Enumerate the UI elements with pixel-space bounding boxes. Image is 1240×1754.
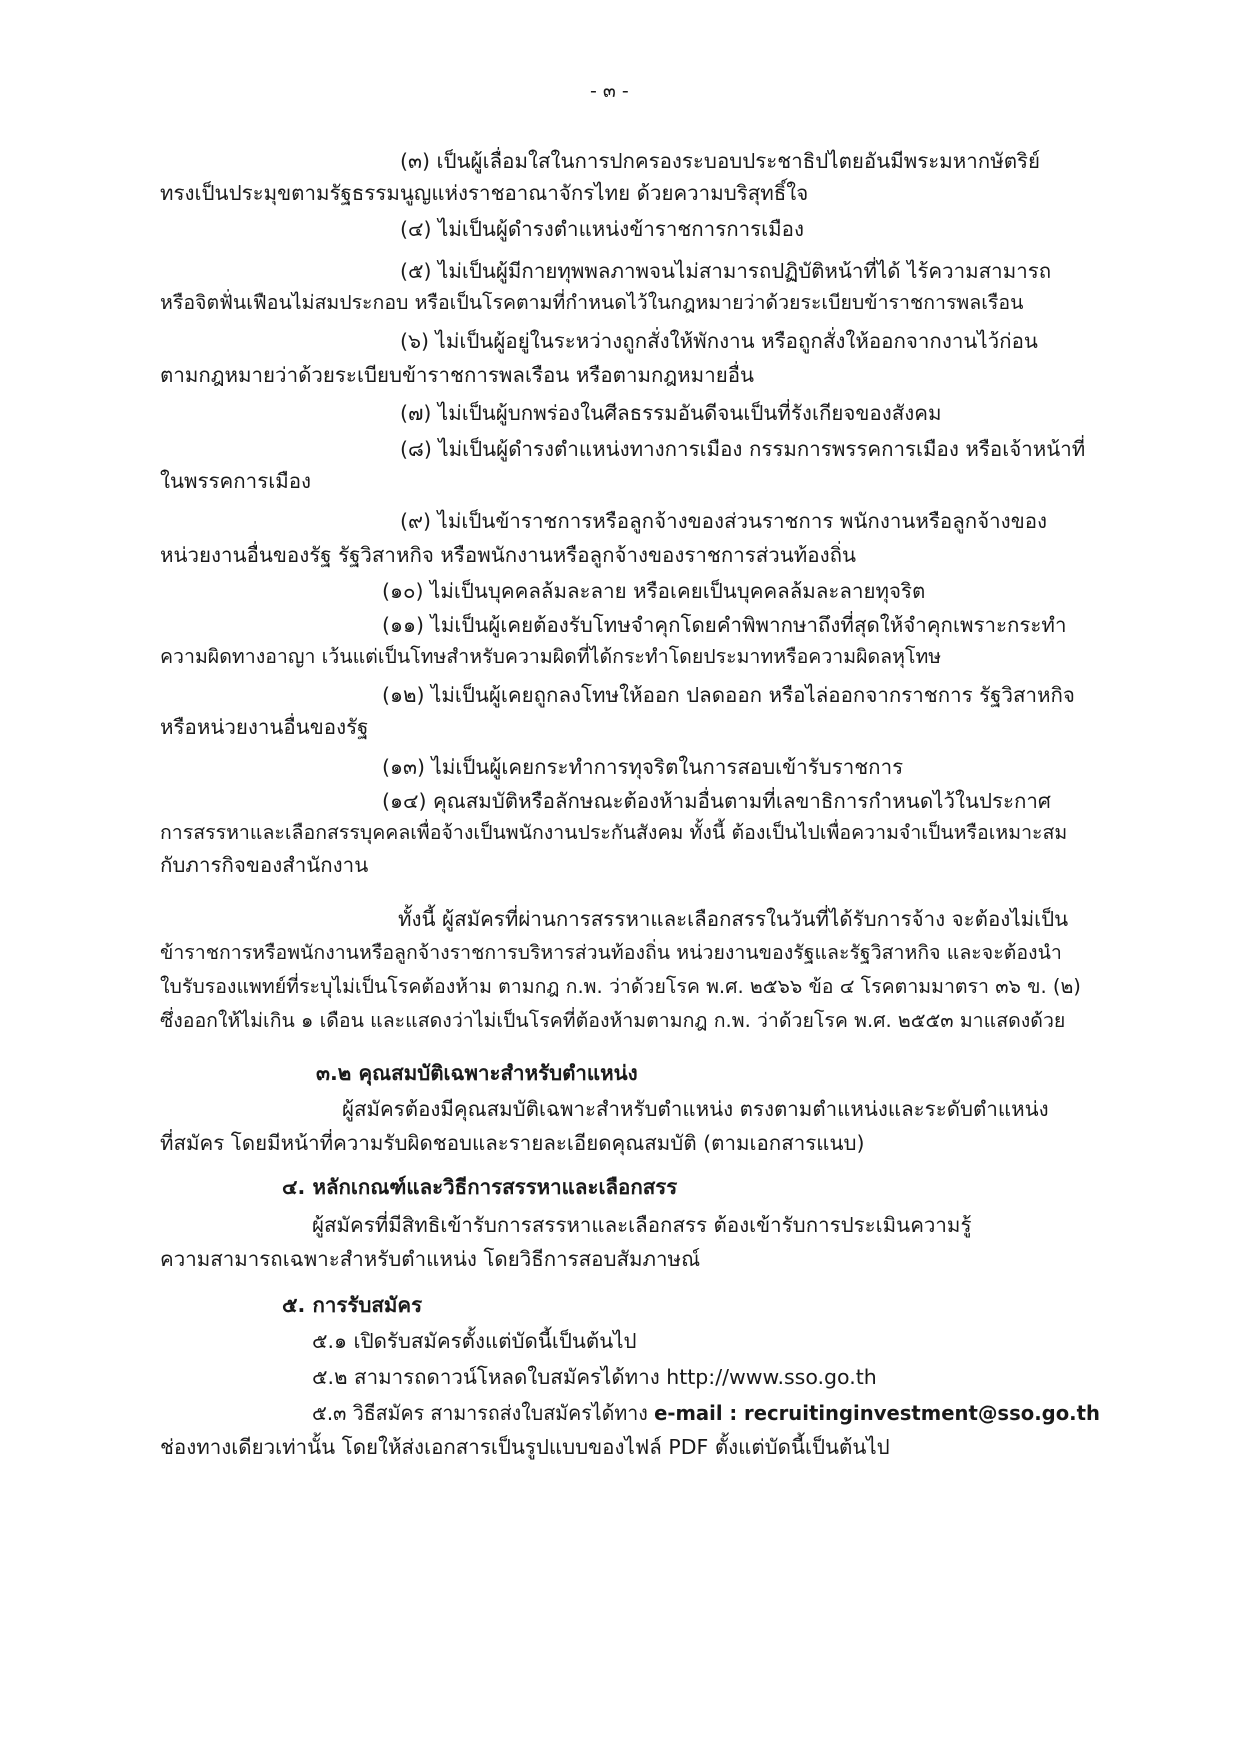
qualification-item-9-line-2: หน่วยงานอื่นของรัฐ รัฐวิสาหกิจ หรือพนักงานหรือลูกจ้างของราชการส่วนท้องถิ่น bbox=[160, 543, 857, 567]
section-3-2-line-1: ผู้สมัครต้องมีคุณสมบัติเฉพาะสำหรับตำแหน่ง ตรงตามตำแหน่งและระดับตำแหน่ง bbox=[342, 1097, 1049, 1121]
note-line-1: ทั้งนี้ ผู้สมัครที่ผ่านการสรรหาและเลือกสรรในวันที่ได้รับการจ้าง จะต้องไม่เป็น bbox=[398, 907, 1069, 931]
qualification-item-11-line-2: ความผิดทางอาญา เว้นแต่เป็นโทษสำหรับความผิดที่ได้กระทำโดยประมาทหรือความผิดลหุโทษ bbox=[160, 645, 942, 668]
section-5-item-3-text: ๕.๓ วิธีสมัคร สามารถส่งใบสมัครได้ทาง bbox=[312, 1401, 648, 1425]
qualification-item-11-line-1: (๑๑) ไม่เป็นผู้เคยต้องรับโทษจำคุกโดยคำพิพากษาถึงที่สุดให้จำคุกเพราะกระทำ bbox=[382, 613, 1067, 637]
qualification-item-5-line-2: หรือจิตฟั่นเฟือนไม่สมประกอบ หรือเป็นโรคตามที่กำหนดไว้ในกฎหมายว่าด้วยระเบียบข้าราชการพลเรือน bbox=[160, 291, 1024, 314]
note-line-4: ซึ่งออกให้ไม่เกิน ๑ เดือน และแสดงว่าไม่เป็นโรคที่ต้องห้ามตามกฎ ก.พ. ว่าด้วยโรค พ.ศ. ๒๕๕๓ มาแสดงด้วย bbox=[160, 1009, 1066, 1032]
qualification-item-5-line-1: (๕) ไม่เป็นผู้มีกายทุพพลภาพจนไม่สามารถปฏิบัติหน้าที่ได้ ไร้ความสามารถ bbox=[400, 259, 1052, 283]
qualification-item-3-line-1: (๓) เป็นผู้เลื่อมใสในการปกครองระบอบประชาธิปไตยอันมีพระมหากษัตริย์ bbox=[400, 149, 1041, 173]
qualification-item-10: (๑๐) ไม่เป็นบุคคลล้มละลาย หรือเคยเป็นบุคคลล้มละลายทุจริต bbox=[382, 579, 926, 603]
qualification-item-3-line-2: ทรงเป็นประมุขตามรัฐธรรมนูญแห่งราชอาณาจักรไทย ด้วยความบริสุทธิ์ใจ bbox=[160, 181, 809, 205]
qualification-item-6-line-2: ตามกฎหมายว่าด้วยระเบียบข้าราชการพลเรือน หรือตามกฎหมายอื่น bbox=[160, 363, 755, 387]
qualification-item-14-line-2: การสรรหาและเลือกสรรบุคคลเพื่อจ้างเป็นพนักงานประกันสังคม ทั้งนี้ ต้องเป็นไปเพื่อความจำเป็นหรือเหมาะสม bbox=[160, 821, 1068, 844]
section-5-item-2: ๕.๒ สามารถดาวน์โหลดใบสมัครได้ทาง http://www.sso.go.th bbox=[312, 1365, 877, 1389]
section-3-2-heading: ๓.๒ คุณสมบัติเฉพาะสำหรับตำแหน่ง bbox=[316, 1061, 638, 1085]
qualification-item-12-line-1: (๑๒) ไม่เป็นผู้เคยถูกลงโทษให้ออก ปลดออก หรือไล่ออกจากราชการ รัฐวิสาหกิจ bbox=[382, 683, 1075, 707]
qualification-item-4: (๔) ไม่เป็นผู้ดำรงตำแหน่งข้าราชการการเมือง bbox=[400, 217, 804, 241]
qualification-item-8-line-1: (๘) ไม่เป็นผู้ดำรงตำแหน่งทางการเมือง กรรมการพรรคการเมือง หรือเจ้าหน้าที่ bbox=[400, 437, 1086, 461]
section-4-heading: ๔. หลักเกณฑ์และวิธีการสรรหาและเลือกสรร bbox=[282, 1175, 678, 1199]
qualification-item-14-line-1: (๑๔) คุณสมบัติหรือลักษณะต้องห้ามอื่นตามที่เลขาธิการกำหนดไว้ในประกาศ bbox=[382, 789, 1051, 813]
section-5-item-1: ๕.๑ เปิดรับสมัครตั้งแต่บัดนี้เป็นต้นไป bbox=[312, 1329, 637, 1353]
page-number: - ๓ - bbox=[590, 80, 629, 102]
note-line-3: ใบรับรองแพทย์ที่ระบุไม่เป็นโรคต้องห้าม ตามกฎ ก.พ. ว่าด้วยโรค พ.ศ. ๒๕๖๖ ข้อ ๔ โรคตามมาตรา ๓๖ ข. (๒) bbox=[160, 975, 1081, 998]
section-5-item-3-line-1 bbox=[312, 1398, 1100, 1428]
note-line-2: ข้าราชการหรือพนักงานหรือลูกจ้างราชการบริหารส่วนท้องถิ่น หน่วยงานของรัฐและรัฐวิสาหกิจ และจะต้องนำ bbox=[160, 941, 1062, 964]
qualification-item-9-line-1: (๙) ไม่เป็นข้าราชการหรือลูกจ้างของส่วนราชการ พนักงานหรือลูกจ้างของ bbox=[400, 509, 1048, 533]
section-5-heading: ๕. การรับสมัคร bbox=[282, 1293, 423, 1317]
qualification-item-14-line-3: กับภารกิจของสำนักงาน bbox=[160, 853, 369, 877]
section-3-2-line-2: ที่สมัคร โดยมีหน้าที่ความรับผิดชอบและรายละเอียดคุณสมบัติ (ตามเอกสารแนบ) bbox=[160, 1131, 865, 1155]
qualification-item-7: (๗) ไม่เป็นผู้บกพร่องในศีลธรรมอันดีจนเป็นที่รังเกียจของสังคม bbox=[400, 401, 942, 425]
qualification-item-13: (๑๓) ไม่เป็นผู้เคยกระทำการทุจริตในการสอบเข้ารับราชการ bbox=[382, 755, 904, 779]
section-4-line-2: ความสามารถเฉพาะสำหรับตำแหน่ง โดยวิธีการสอบสัมภาษณ์ bbox=[160, 1247, 701, 1271]
section-5-item-3-line-2: ช่องทางเดียวเท่านั้น โดยให้ส่งเอกสารเป็นรูปแบบของไฟล์ PDF ตั้งแต่บัดนี้เป็นต้นไป bbox=[160, 1435, 890, 1459]
qualification-item-12-line-2: หรือหน่วยงานอื่นของรัฐ bbox=[160, 715, 369, 739]
application-email[interactable]: e-mail : recruitinginvestment@sso.go.th bbox=[654, 1401, 1100, 1425]
qualification-item-6-line-1: (๖) ไม่เป็นผู้อยู่ในระหว่างถูกสั่งให้พักงาน หรือถูกสั่งให้ออกจากงานไว้ก่อน bbox=[400, 329, 1038, 353]
qualification-item-8-line-2: ในพรรคการเมือง bbox=[160, 469, 312, 493]
section-4-line-1: ผู้สมัครที่มีสิทธิเข้ารับการสรรหาและเลือกสรร ต้องเข้ารับการประเมินความรู้ bbox=[312, 1213, 972, 1237]
